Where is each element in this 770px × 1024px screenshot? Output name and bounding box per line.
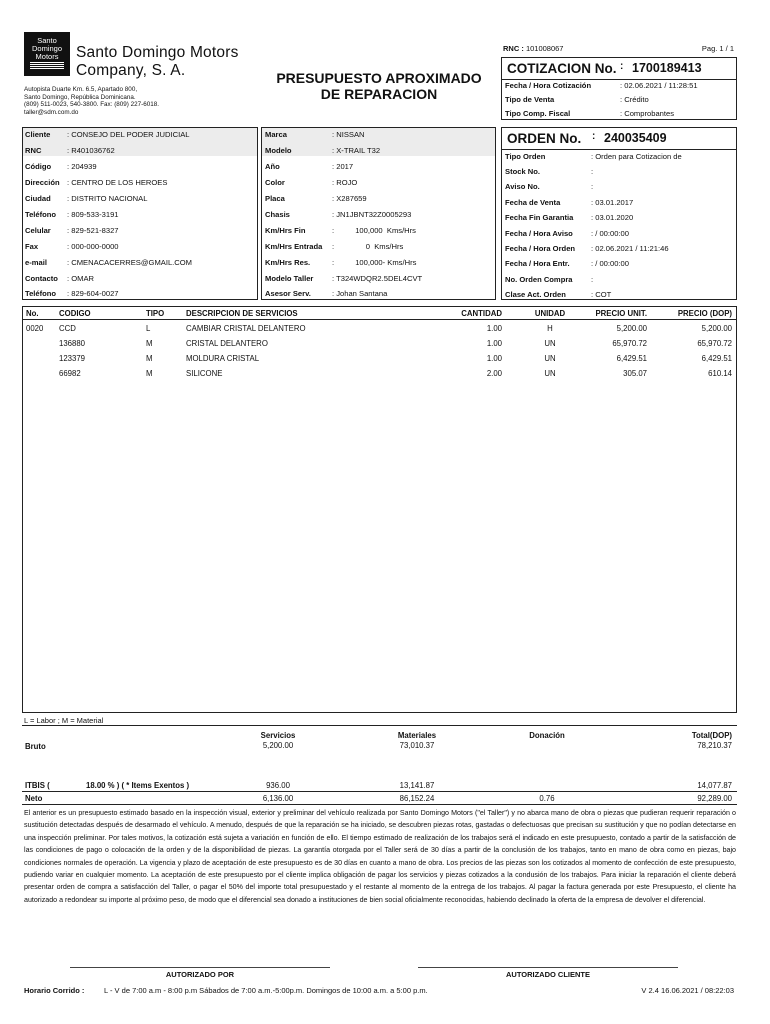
logo-stripes	[30, 62, 64, 70]
cell-tipo: M	[146, 354, 153, 363]
field-label: Celular	[25, 226, 51, 235]
itbis-materiales: 13,141.87	[399, 781, 435, 790]
col-header-unidad: UNIDAD	[534, 309, 566, 318]
orden-hora-aviso-row	[505, 229, 629, 238]
field-label: Tipo Comp. Fiscal	[505, 109, 571, 118]
cell-cantidad: 2.00	[486, 369, 502, 378]
field-label: Teléfono	[25, 289, 57, 298]
col-header-cantidad: CANTIDAD	[461, 309, 502, 318]
totals-mid-line	[22, 791, 737, 792]
document-title	[258, 70, 500, 102]
field-label: Ciudad	[25, 194, 51, 203]
logo-line-1: Santo	[37, 36, 57, 45]
orden-tipo-row	[505, 152, 682, 161]
field-label: Fecha / Hora Entr.	[505, 259, 570, 268]
field-value: : 03.01.2020	[591, 213, 634, 222]
cell-tipo: L	[146, 324, 151, 333]
cotizacion-sep: :	[620, 61, 624, 72]
field-value: : T324WDQR2.5DEL4CVT	[332, 274, 423, 283]
vehiculo-modelo-row	[265, 146, 380, 155]
itbis-total: 14,077.87	[697, 781, 732, 790]
address-line: Santo Domingo, República Dominicana.	[24, 93, 136, 101]
field-label: Modelo	[265, 146, 292, 155]
field-value: :	[591, 167, 594, 176]
cell-unidad: UN	[544, 369, 556, 378]
vehiculo-chasis-row	[265, 210, 411, 219]
field-value: : X287659	[332, 194, 367, 203]
company-name	[76, 44, 239, 80]
schedule-label: Horario Corrido :	[24, 986, 85, 995]
col-header-tipo: TIPO	[146, 309, 165, 318]
field-label: Km/Hrs Entrada	[265, 242, 323, 251]
field-label: Fecha / Hora Orden	[505, 244, 576, 253]
cliente-rnc-row	[25, 146, 115, 155]
field-label: e-mail	[25, 258, 47, 267]
totals-header-servicios: Servicios	[260, 731, 296, 740]
field-value: : 2017	[332, 162, 354, 171]
field-label: Aviso No.	[505, 182, 540, 191]
signature-line-left	[70, 967, 330, 968]
legal-disclaimer: El anterior es un presupuesto estimado basado en la inspección visual, exterior y preliminar del vehículo realizada por Santo Domingo Motors ("el Taller") y no abarca mano de obra o piezas que pudieran requerir reparación o sustitución detectadas después de desarmado el vehículo. A menudo, después de que la reparación se ha iniciado, se descubren piezas rotas, gastadas o defectuosas que precisan su sustitución y que no podían detectarse en una inspección preliminar. Por tales motivos, la cotización está sujeta a variación en función de ello. El tiempo estimado de realización de los trabajos será el indicado en este presupuesto, contado a partir de la satisfacción de las condiciones de pago o colocación de la orden y de la disponibilidad de piezas. La garantía otorgada por el Taller será de 30 días a partir de la conclusión de los trabajos, tanto en mano de obra como en piezas, bajo condiciones normales de operación. La vigencia y plazo de aceptación de este presupuesto es de 30 días en cuanto a mano de obra. Los precios de las piezas son los cotizados al momento de confección de este presupuesto, pudiendo variar en cualquier momento. La aceptación de este presupuesto por el cliente implica obligación de pagar los servicios y piezas cotizados a la condusión de los trabajos. Para iniciar la reparación el cliente deberá presentar orden de compra a satisfacción del Taller, o pagar el 50% del importe total presupuestado y el restante al momento de la entrega de los trabajos. Al pagar la factura generada por este Presupuesto, el cliente ha autorizado a redondear su importe al próximo peso, de modo que el diferencial sea donado a instituciones de bien social oficialmente reconocidas, habiendo declinado la oferta de la empresa de devolver el diferencial.	[24, 809, 736, 904]
cotizacion-tipo-comp-row	[505, 109, 674, 118]
field-label: Cliente	[25, 130, 51, 139]
field-value: : / 00:00:00	[591, 229, 629, 238]
field-value: : Johan Santana	[332, 289, 388, 298]
cotizacion-box	[501, 57, 737, 120]
col-header-no: No.	[26, 309, 39, 318]
cliente-email-row	[25, 258, 192, 267]
cliente-telefono2-row	[25, 289, 119, 298]
cell-precio-dop: 5,200.00	[701, 324, 732, 333]
cell-descripcion: CAMBIAR CRISTAL DELANTERO	[186, 324, 306, 333]
field-label: Km/Hrs Res.	[265, 258, 311, 267]
field-value: : R401036762	[67, 146, 115, 155]
neto-total: 92,289.00	[697, 794, 732, 803]
cell-descripcion: SILICONE	[186, 369, 223, 378]
field-value: : Comprobantes	[620, 109, 675, 118]
field-label: Fecha de Venta	[505, 198, 561, 207]
field-value: : JN1JBNT32Z0005293	[332, 210, 412, 219]
rnc-label: RNC :	[503, 44, 524, 53]
cell-precio-unit: 6,429.51	[616, 354, 647, 363]
vehiculo-ano-row	[265, 162, 353, 171]
cell-unidad: H	[547, 324, 553, 333]
field-label: Tipo Orden	[505, 152, 546, 161]
title-line2: DE REPARACION	[320, 86, 438, 102]
field-label: Stock No.	[505, 167, 541, 176]
field-label: Fecha Fin Garantia	[505, 213, 574, 222]
field-value: :	[591, 182, 594, 191]
rnc-value: 101008067	[525, 44, 564, 53]
cell-codigo: 66982	[59, 369, 81, 378]
itbis-rate: 18.00 % ) ( * Items Exentos )	[86, 781, 190, 790]
field-label: Dirección	[25, 178, 60, 187]
cell-cantidad: 1.00	[486, 354, 502, 363]
field-value: : Crédito	[620, 95, 649, 104]
field-value: : ROJO	[332, 178, 358, 187]
cell-unidad: UN	[544, 354, 556, 363]
cell-precio-unit: 65,970.72	[612, 339, 647, 348]
vehiculo-placa-row	[265, 194, 367, 203]
totals-header-donacion: Donación	[529, 731, 565, 740]
orden-header	[502, 128, 736, 150]
company-address	[24, 86, 224, 116]
field-label: Año	[265, 162, 280, 171]
cell-codigo: 136880	[59, 339, 86, 348]
signature-line-right	[418, 967, 678, 968]
neto-label: Neto	[25, 794, 43, 803]
field-label: RNC	[25, 146, 42, 155]
cell-precio-dop: 6,429.51	[701, 354, 732, 363]
col-header-codigo: CODIGO	[59, 309, 91, 318]
field-value: : OMAR	[67, 274, 95, 283]
tipo-legend: L = Labor ; M = Material	[24, 716, 104, 725]
field-label: Teléfono	[25, 210, 57, 219]
cell-precio-unit: 5,200.00	[616, 324, 647, 333]
cell-tipo: M	[146, 339, 153, 348]
cell-unidad: UN	[544, 339, 556, 348]
vehiculo-km-res-row	[265, 258, 416, 267]
field-label: Placa	[265, 194, 285, 203]
address-line: Autopista Duarte Km. 6.5, Apartado 800,	[24, 86, 138, 93]
vehiculo-km-entrada-row	[265, 242, 403, 251]
cell-cantidad: 1.00	[486, 324, 502, 333]
address-line: taller@sdm.com.do	[24, 108, 79, 116]
cotizacion-header	[502, 58, 736, 80]
field-value: : DISTRITO NACIONAL	[67, 194, 148, 203]
field-value: : 02.06.2021 / 11:28:51	[620, 81, 698, 90]
field-label: No. Orden Compra	[505, 275, 573, 284]
field-label: Color	[265, 178, 285, 187]
field-value: : / 00:00:00	[591, 259, 629, 268]
field-value: : 03.01.2017	[591, 198, 634, 207]
field-label: Clase Act. Orden	[505, 290, 566, 299]
cliente-codigo-row	[25, 162, 97, 171]
cotizacion-tipo-venta-row	[505, 95, 649, 104]
cliente-nombre-row	[25, 130, 190, 139]
items-table	[22, 306, 737, 713]
totals-bottom-line	[22, 804, 737, 805]
totals-header-materiales: Materiales	[397, 731, 437, 740]
field-value: : 0 Kms/Hrs	[332, 242, 404, 251]
vehiculo-asesor-row	[265, 289, 387, 298]
authorized-client-label: AUTORIZADO CLIENTE	[505, 970, 591, 979]
bruto-total: 78,210.37	[697, 741, 732, 750]
orden-hora-orden-row	[505, 244, 669, 253]
cell-descripcion: MOLDURA CRISTAL	[186, 354, 260, 363]
version-stamp: V 2.4 16.06.2021 / 08:22:03	[641, 986, 734, 995]
col-header-precio-unit: PRECIO UNIT.	[595, 309, 647, 318]
company-rnc	[503, 44, 563, 53]
field-label: Fax	[25, 242, 39, 251]
orden-label: ORDEN No.	[507, 131, 582, 146]
cliente-direccion-row	[25, 178, 167, 187]
field-label: Asesor Serv.	[265, 289, 311, 298]
field-value: : CMENACACERRES@GMAIL.COM	[67, 258, 193, 267]
vehiculo-km-fin-row	[265, 226, 416, 235]
itbis-servicios: 936.00	[266, 781, 290, 790]
field-label: Fecha / Hora Aviso	[505, 229, 573, 238]
field-label: Código	[25, 162, 52, 171]
title-line1: PRESUPUESTO APROXIMADO	[276, 70, 482, 86]
schedule-text: L - V de 7:00 a.m - 8:00 p.m Sábados de 7:00 a.m.-5:00p.m. Domingos de 10:00 a.m. a 5:00 p.m.	[104, 986, 428, 995]
field-value: : NISSAN	[332, 130, 365, 139]
field-value: : 02.06.2021 / 11:21:46	[591, 244, 669, 253]
cell-cantidad: 1.00	[486, 339, 502, 348]
cell-codigo: 123379	[59, 354, 86, 363]
field-value: : 829-604-0027	[67, 289, 119, 298]
totals-top-line	[22, 725, 737, 726]
totals-header-total: Total(DOP)	[691, 731, 732, 740]
vehiculo-modelo-taller-row	[265, 274, 422, 283]
field-value: : 000-000-0000	[67, 242, 119, 251]
itbis-label: ITBIS (	[25, 781, 50, 790]
orden-hora-entr-row	[505, 259, 629, 268]
field-value: : 829-521-8327	[67, 226, 119, 235]
field-label: Chasis	[265, 210, 290, 219]
orden-compra-row	[505, 275, 593, 284]
field-label: Modelo Taller	[265, 274, 314, 283]
field-value: : COT	[591, 290, 612, 299]
field-value: : X-TRAIL T32	[332, 146, 381, 155]
orden-number: 240035409	[604, 131, 667, 145]
cliente-fax-row	[25, 242, 119, 251]
cotizacion-number: 1700189413	[632, 61, 702, 75]
orden-aviso-row	[505, 182, 593, 191]
col-header-descripcion: DESCRIPCION DE SERVICIOS	[186, 309, 298, 318]
field-value: : Orden para Cotizacion de	[591, 152, 682, 161]
company-name-line2: Company, S. A.	[76, 62, 186, 79]
cell-precio-unit: 305.07	[623, 369, 647, 378]
logo-line-3: Motors	[35, 52, 59, 61]
field-value: : 100,000 Kms/Hrs	[332, 226, 416, 235]
field-label: Fecha / Hora Cotización	[505, 81, 592, 90]
cell-precio-dop: 610.14	[708, 369, 732, 378]
logo-line-2: Domingo	[31, 44, 62, 53]
field-value: : 809-533-3191	[67, 210, 119, 219]
orden-fin-garantia-row	[505, 213, 633, 222]
bruto-servicios: 5,200.00	[262, 741, 294, 750]
neto-servicios: 6,136.00	[262, 794, 294, 803]
field-label: Km/Hrs Fin	[265, 226, 306, 235]
cotizacion-label: COTIZACION No.	[507, 61, 617, 76]
cliente-celular-row	[25, 226, 119, 235]
field-label: Contacto	[25, 274, 58, 283]
vehiculo-color-row	[265, 178, 357, 187]
cotizacion-fecha-row	[505, 81, 698, 90]
cell-descripcion: CRISTAL DELANTERO	[186, 339, 268, 348]
field-value: : CONSEJO DEL PODER JUDICIAL	[67, 130, 190, 139]
cell-no: 0020	[26, 324, 44, 333]
col-header-precio-dop: PRECIO (DOP)	[677, 309, 732, 318]
cliente-telefono-row	[25, 210, 119, 219]
orden-stock-row	[505, 167, 593, 176]
field-label: Marca	[265, 130, 287, 139]
neto-materiales: 86,152.24	[399, 794, 435, 803]
field-value: : CENTRO DE LOS HEROES	[67, 178, 168, 187]
cliente-ciudad-row	[25, 194, 147, 203]
vehiculo-marca-row	[265, 130, 365, 139]
address-line: (809) 511-0023, 540-3800. Fax: (809) 227-6018.	[24, 101, 160, 108]
orden-sep: :	[592, 131, 596, 142]
field-label: Tipo de Venta	[505, 95, 555, 104]
orden-clase-row	[505, 290, 611, 299]
neto-donacion: 0.76	[539, 794, 555, 803]
bruto-materiales: 73,010.37	[399, 741, 435, 750]
cell-tipo: M	[146, 369, 153, 378]
company-name-line1: Santo Domingo Motors	[76, 44, 239, 61]
field-value: : 204939	[67, 162, 97, 171]
cell-precio-dop: 65,970.72	[697, 339, 732, 348]
bruto-label: Bruto	[25, 742, 46, 751]
company-logo	[24, 32, 70, 76]
field-value: :	[591, 275, 594, 284]
cell-codigo: CCD	[59, 324, 76, 333]
cliente-contacto-row	[25, 274, 94, 283]
field-value: : 100,000- Kms/Hrs	[332, 258, 417, 267]
page-number: Pag. 1 / 1	[701, 44, 734, 53]
authorized-by-label: AUTORIZADO POR	[165, 970, 235, 979]
orden-fecha-venta-row	[505, 198, 633, 207]
